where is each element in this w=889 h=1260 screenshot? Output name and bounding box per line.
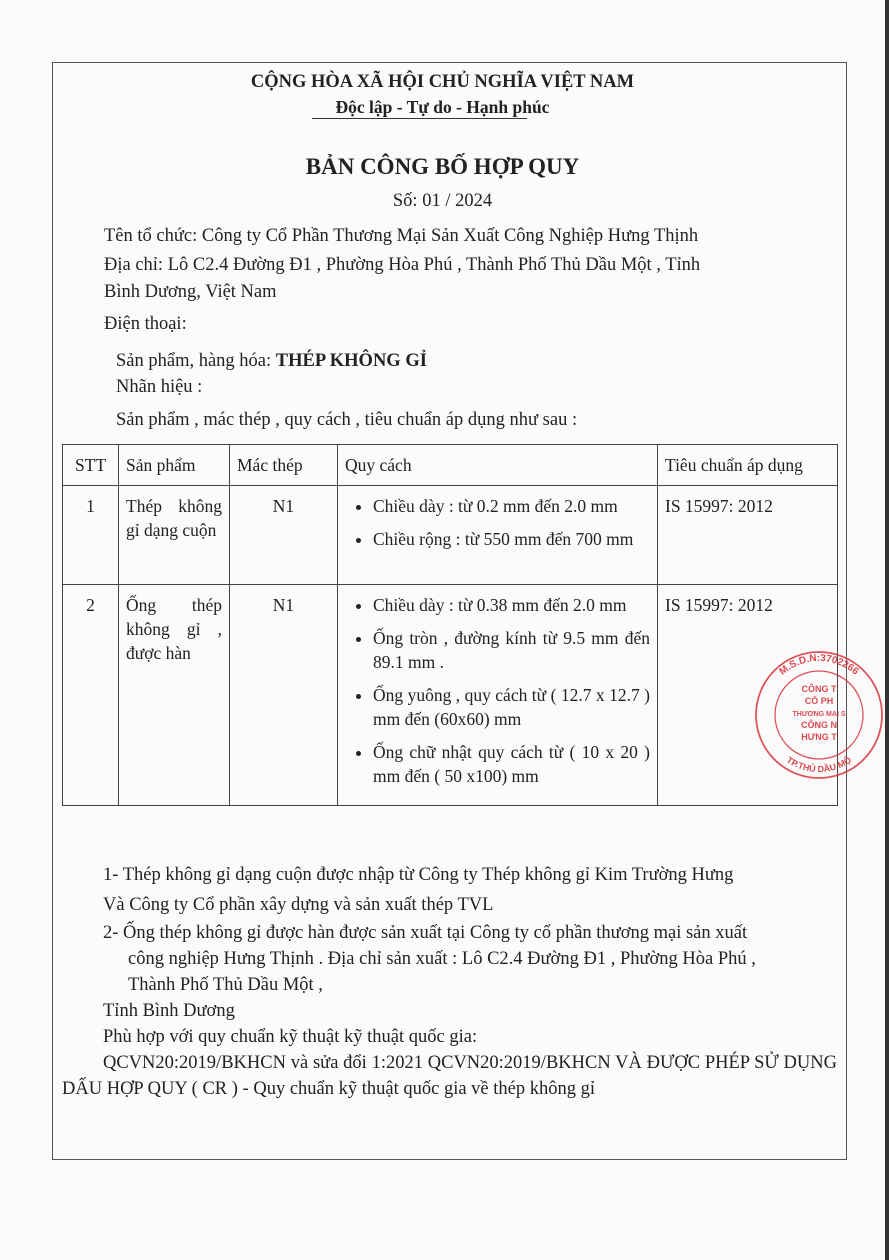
notes-section <box>62 862 838 1102</box>
cell-stt: 1 <box>63 486 119 585</box>
spec-item: • Chiều dày : từ 0.38 mm đến 2.0 mm <box>373 593 650 617</box>
product-line <box>116 350 427 372</box>
header-standard: Tiêu chuẩn áp dụng <box>658 445 838 486</box>
cell-stt: 2 <box>63 585 119 806</box>
organization: Tên tổ chức: Công ty Cổ Phần Thương Mại Sản Xuất Công Nghiệp Hưng Thịnh <box>104 226 699 246</box>
motto: Độc lập - Tự do - Hạnh phúc <box>335 97 550 117</box>
cell-product: Ống thép không gỉ , được hàn <box>119 585 230 806</box>
note-2-line-1: 2- Ống thép không gỉ được hàn được sản xuất tại Công ty cổ phần thương mại sản xuất <box>103 923 748 943</box>
seal-line: HƯNG T <box>801 732 837 742</box>
seal-line: THƯƠNG MẠI S <box>792 711 846 718</box>
note-2-province: Tỉnh Bình Dương <box>103 1001 235 1021</box>
spec-item: • Ống chữ nhật quy cách từ ( 10 x 20 ) mm đến ( 50 x100) mm <box>373 740 650 788</box>
spec-item: • Chiều rộng : từ 550 mm đến 700 mm <box>373 527 650 551</box>
seal-line: CÔNG N <box>801 720 837 730</box>
conformity-statement: Phù hợp với quy chuẩn kỹ thuật kỹ thuật quốc gia: <box>103 1027 478 1047</box>
scan-edge <box>885 0 889 1260</box>
cell-spec <box>338 585 658 806</box>
seal-line: CỔ PH <box>804 696 834 706</box>
header-stt: STT <box>63 445 119 486</box>
table-header-row <box>63 445 838 486</box>
note-2-line-3: Thành Phố Thủ Dầu Một , <box>128 975 323 995</box>
note-1-line-1: 1- Thép không gỉ dạng cuộn được nhập từ Công ty Thép không gỉ Kim Trường Hưng <box>103 865 734 885</box>
note-1-line-2: Và Công ty Cổ phần xây dựng và sản xuất thép TVL <box>103 895 494 915</box>
spec-item: • Ống yuông , quy cách từ ( 12.7 x 12.7 ) mm đến (60x60) mm <box>373 683 650 731</box>
seal-bottom-text: TP.THỦ DẦU MỘ <box>784 754 854 775</box>
product-value: THÉP KHÔNG GỈ <box>275 351 427 371</box>
spec-item: • Ống tròn , đường kính từ 9.5 mm đến 89.1 mm . <box>373 626 650 674</box>
brand: Nhãn hiệu : <box>116 377 203 397</box>
table-intro: Sản phẩm , mác thép , quy cách , tiêu chuẩn áp dụng như sau : <box>116 410 578 430</box>
seal-ring-text: M.S.D.N:3702266 <box>777 652 861 678</box>
cell-spec <box>338 486 658 585</box>
nation-heading: CỘNG HÒA XÃ HỘI CHỦ NGHĨA VIỆT NAM <box>250 72 635 92</box>
document-number: Số: 01 / 2024 <box>392 191 493 211</box>
cell-grade: N1 <box>230 585 338 806</box>
regulation-text: QCVN20:2019/BKHCN và sửa đổi 1:2021 QCVN20:2019/BKHCN VÀ ĐƯỢC PHÉP SỬ DỤNG DẤU HỢP QUY ( CR ) - Quy chuẩn kỹ thuật quốc gia về thép không gỉ <box>62 1053 837 1099</box>
table-row <box>63 486 838 585</box>
product-label: Sản phẩm, hàng hóa: <box>116 351 276 371</box>
company-seal <box>754 650 884 780</box>
header-product: Sản phẩm <box>119 445 230 486</box>
svg-text:TP.THỦ DẦU MỘ <box>785 754 853 774</box>
document-title: BẢN CÔNG BỐ HỢP QUY <box>305 154 580 179</box>
svg-text:M.S.D.N:3702266 <box>777 653 861 678</box>
phone: Điện thoại: <box>104 314 187 334</box>
header-spec: Quy cách <box>338 445 658 486</box>
cell-standard: IS 15997: 2012 <box>658 585 838 806</box>
cell-standard: IS 15997: 2012 <box>658 486 838 585</box>
table-row <box>63 585 838 806</box>
address-line-2: Bình Dương, Việt Nam <box>104 282 277 302</box>
motto-underline <box>312 118 527 119</box>
product-table <box>62 444 838 806</box>
note-2-line-2: công nghiệp Hưng Thịnh . Địa chỉ sản xuất : Lô C2.4 Đường Đ1 , Phường Hòa Phú , <box>128 949 756 969</box>
header-grade: Mác thép <box>230 445 338 486</box>
spec-item: • Chiều dày : từ 0.2 mm đến 2.0 mm <box>373 494 650 518</box>
cell-grade: N1 <box>230 486 338 585</box>
seal-line: CÔNG T <box>801 684 837 694</box>
cell-product: Thép không gỉ dạng cuộn <box>119 486 230 585</box>
address-line-1: Địa chỉ: Lô C2.4 Đường Đ1 , Phường Hòa Phú , Thành Phố Thủ Dầu Một , Tỉnh <box>104 255 701 275</box>
